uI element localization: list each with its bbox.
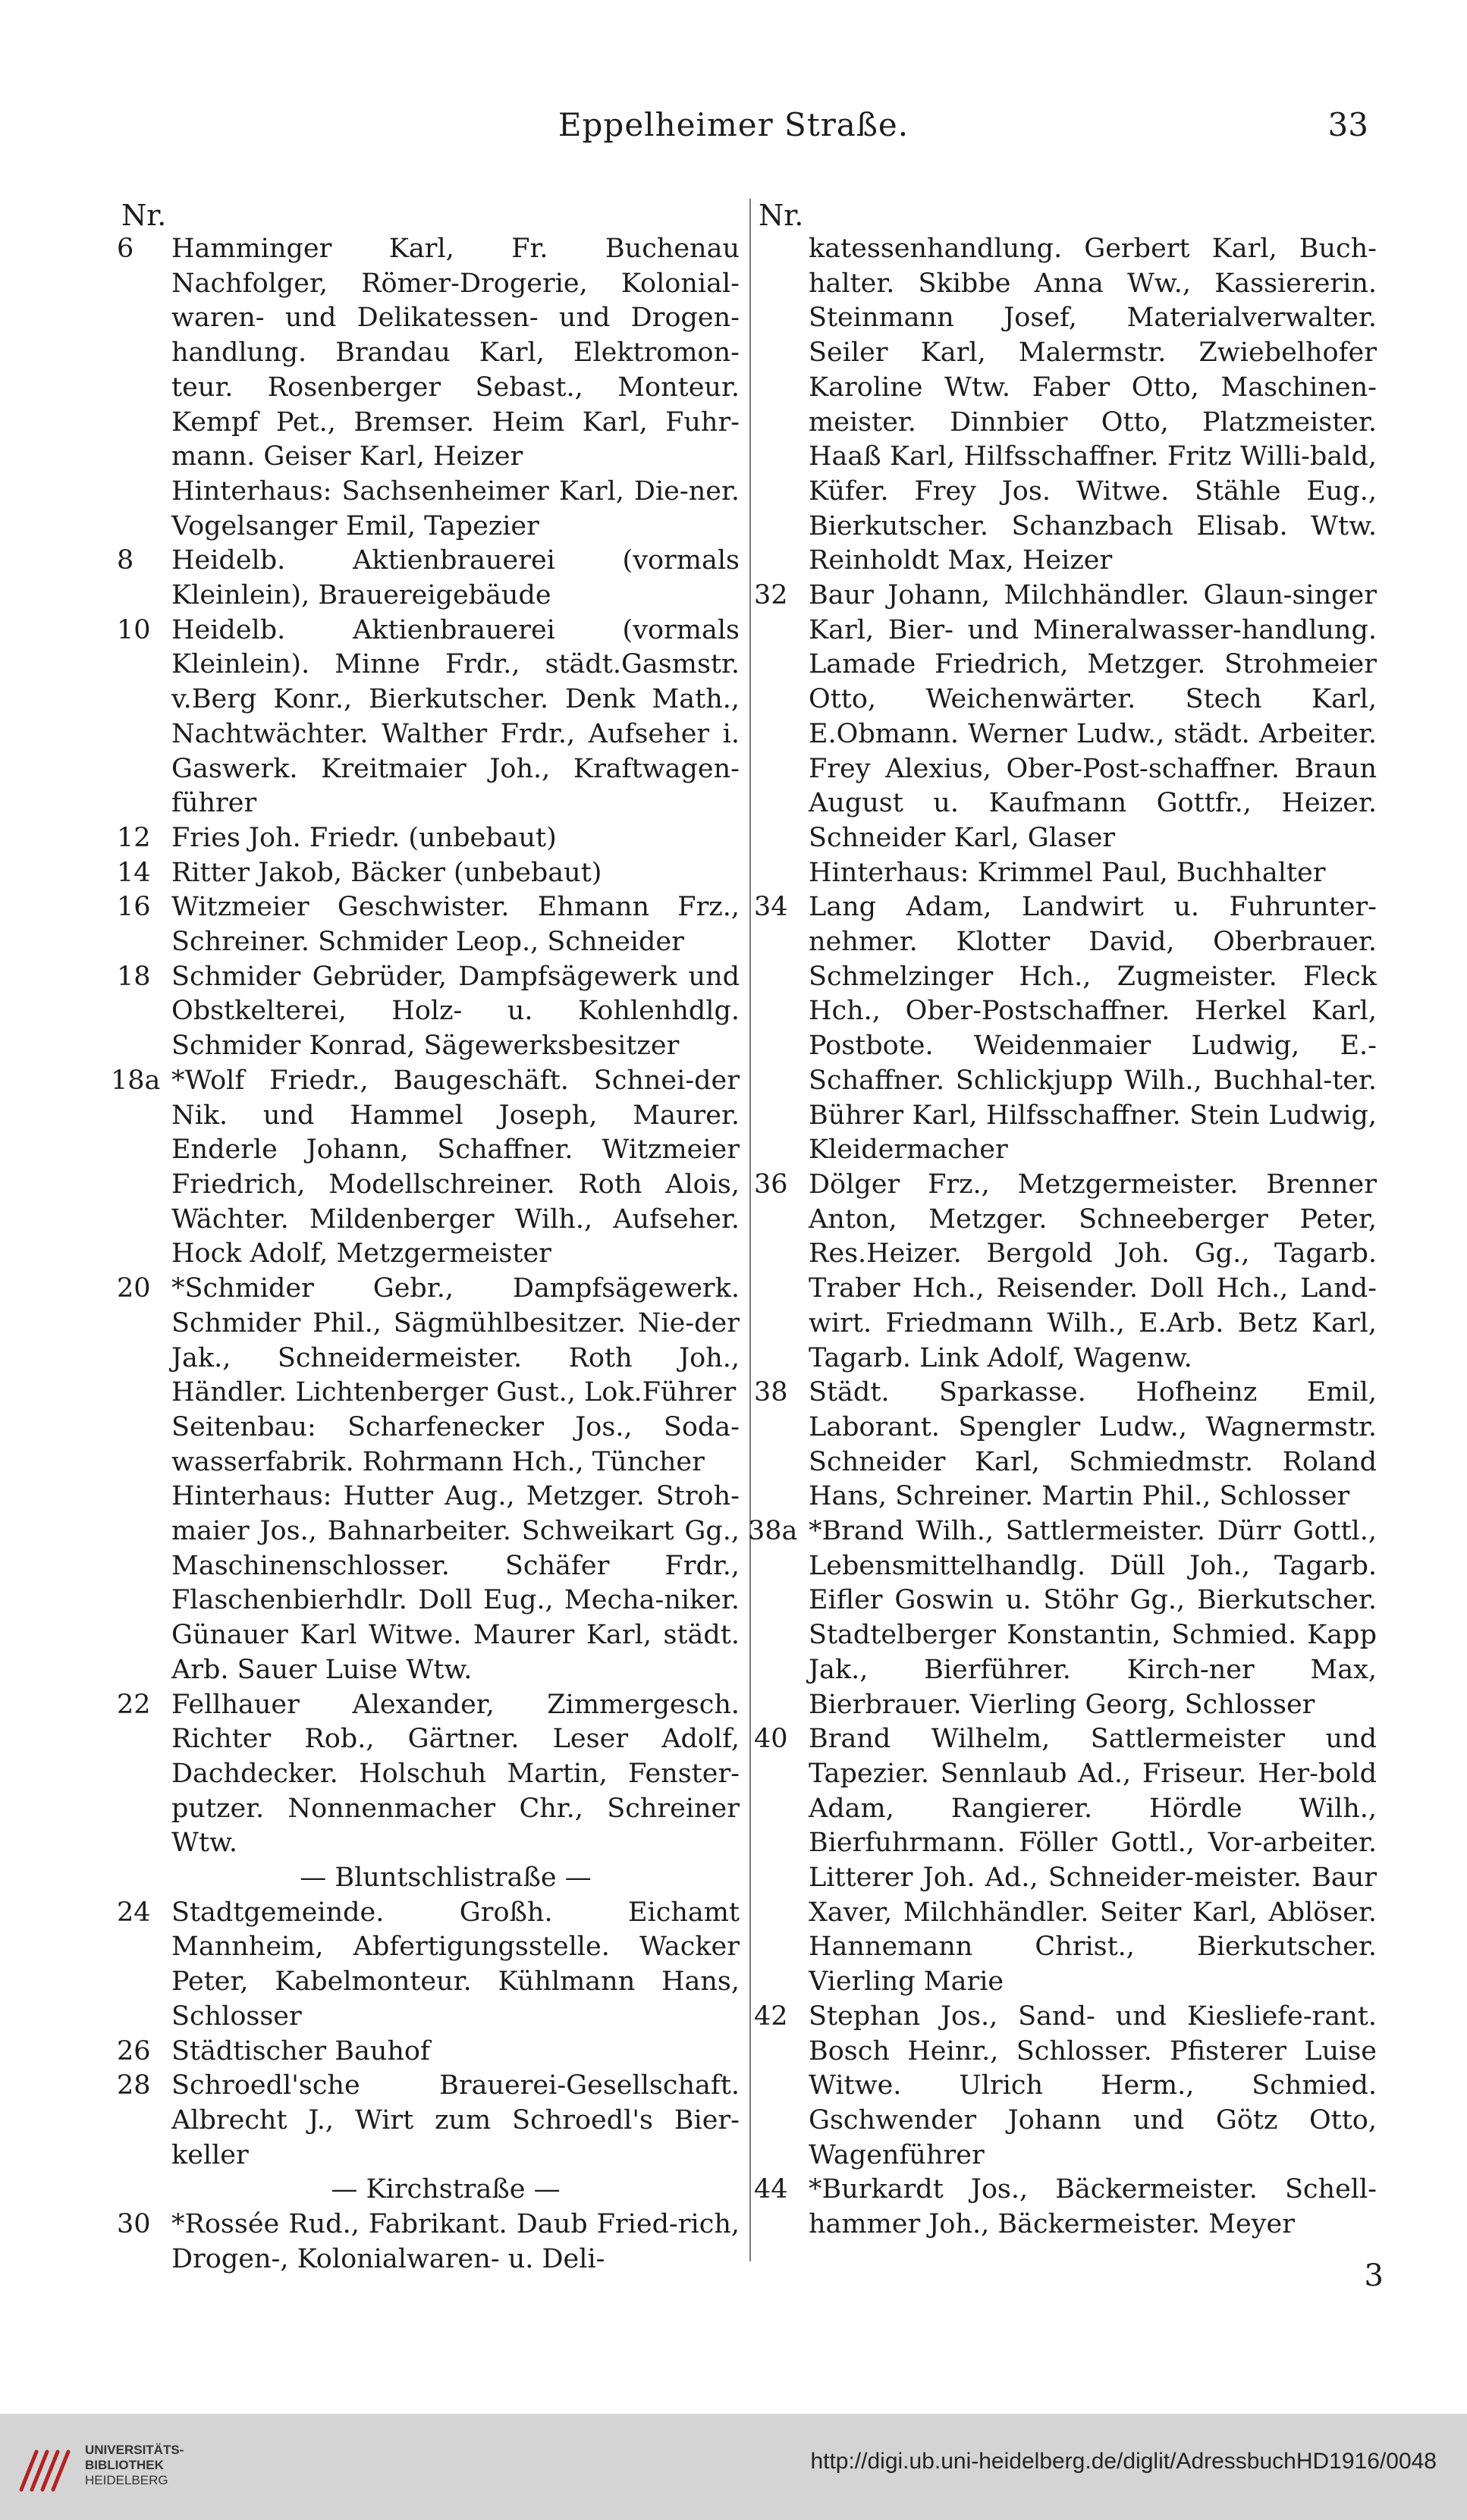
sheet-signature: 3: [1364, 2258, 1384, 2293]
address-entry: [754, 1168, 1377, 1376]
entry-text: Seitenbau: Scharfenecker Jos., Soda-wasserfabrik. Rohrmann Hch., Tüncher: [171, 1411, 740, 1477]
entry-text: Fellhauer Alexander, Zimmergesch. Richter Rob., Gärtner. Leser Adolf, Dachdecker. Holschuh Martin, Fenster-putzer. Nonnenmacher Chr., Schreiner Wtw.: [171, 1689, 740, 1859]
entry-text: Hamminger Karl, Fr. Buchenau Nachfolger, Römer-Drogerie, Kolonial-waren- und Delikatessen- und Drogen-handlung. Brandau Karl, Elektromon-teur. Rosenberger Sebast., Monteur. Kempf Pet., Bremser. Heim Karl, Fuhr-mann. Geiser Karl, Heizer: [171, 234, 740, 472]
entry-text: Städt. Sparkasse. Hofheinz Emil, Laborant. Spengler Ludw., Wagnermstr. Schneider Karl, Schmiedmstr. Roland Hans, Schreiner. Martin Phil., Schlosser: [809, 1377, 1377, 1512]
address-entry: [117, 614, 740, 821]
address-entry: [111, 1064, 740, 1272]
entry-text: katessenhandlung. Gerbert Karl, Buch-halter. Skibbe Anna Ww., Kassiererin. Steinmann Josef, Materialverwalter. Seiler Karl, Malermstr. Zwiebelhofer Karoline Wtw. Faber Otto, Maschinen-meister. Dinnbier Otto, Platzmeister. Haaß Karl, Hilfsschaffner. Fritz Willi-bald, Küfer. Frey Jos. Witwe. Stähle Eug., Bierkutscher. Schanzbach Elisab. Wtw. Reinholdt Max, Heizer: [809, 234, 1377, 576]
university-library-logo-icon: [14, 2437, 74, 2497]
house-number: 6: [117, 234, 134, 264]
address-entry: [117, 821, 740, 856]
entry-text: Baur Johann, Milchhändler. Glaun-singer Karl, Bier- und Mineralwasser-handlung. Lamade Friedrich, Metzger. Strohmeier Otto, Weichenwärter. Stech Karl, E.Obmann. Werner Ludw., städt. Arbeiter. Frey Alexius, Ober-Post-schaffner. Braun August u. Kaufmann Gottfr., Heizer. Schneider Karl, Glaser: [809, 580, 1377, 853]
right-column: [748, 199, 1377, 2383]
library-name-line: HEIDELBERG: [85, 2473, 168, 2487]
address-entry: [117, 1896, 740, 2035]
entry-text: Fries Joh. Friedr. (unbebaut): [171, 822, 557, 853]
house-number: 8: [117, 545, 134, 576]
house-number: 34: [754, 892, 788, 923]
entry-continuation: [121, 1411, 740, 1480]
entry-text: Hinterhaus: Krimmel Paul, Buchhalter: [809, 857, 1326, 888]
house-number: 30: [117, 2209, 151, 2240]
nr-column-label: Nr.: [759, 199, 804, 232]
source-url-link[interactable]: http://digi.ub.uni-heidelberg.de/diglit/AdressbuchHD1916/0048: [810, 2449, 1437, 2474]
entry-text: Ritter Jakob, Bäcker (unbebaut): [171, 857, 602, 888]
address-entry: [117, 2035, 740, 2070]
house-number: 12: [117, 822, 151, 853]
entry-text: *Brand Wilh., Sattlermeister. Dürr Gottl., Lebensmittelhandlg. Düll Joh., Tagarb. Eifler Goswin u. Stöhr Gg., Bierkutscher. Stadtelberger Konstantin, Schmied. Kapp Jak., Bierführer. Kirch-ner Max, Bierbrauer. Vierling Georg, Schlosser: [809, 1516, 1377, 1720]
entry-text: Heidelb. Aktienbrauerei (vormals Kleinlein), Brauereigebäude: [171, 545, 740, 611]
address-entry: [117, 960, 740, 1064]
address-entry: [754, 1376, 1377, 1514]
street-separator: — Kirchstraße —: [331, 2174, 561, 2205]
nr-column-label: Nr.: [121, 199, 167, 232]
house-number: 20: [117, 1273, 151, 1304]
entry-text: *Schmider Gebr., Dampfsägewerk. Schmider Phil., Sägmühlbesitzer. Nie-der Jak., Schneidermeister. Roth Joh., Händler. Lichtenberger Gust., Lok.Führer: [171, 1273, 740, 1408]
entry-text: Hinterhaus: Sachsenheimer Karl, Die-ner. Vogelsanger Emil, Tapezier: [171, 475, 740, 541]
house-number: 38: [754, 1377, 788, 1408]
column-divider: [749, 199, 751, 2261]
address-entry: [754, 1722, 1377, 2000]
page-number: 33: [1327, 106, 1368, 143]
entry-text: Witzmeier Geschwister. Ehmann Frz., Schreiner. Schmider Leop., Schneider: [171, 892, 740, 958]
entry-text: Hinterhaus: Hutter Aug., Metzger. Stroh-maier Jos., Bahnarbeiter. Schweikart Gg., Maschinenschlosser. Schäfer Frdr., Flaschenbierhdlr. Doll Eug., Mecha-niker. Günauer Karl Witwe. Maurer Karl, städt. Arb. Sauer Luise Wtw.: [171, 1481, 740, 1685]
house-number: 44: [754, 2174, 788, 2205]
entry-continuation: [121, 1480, 740, 1687]
house-number: 28: [117, 2070, 151, 2101]
house-number: 10: [117, 614, 151, 645]
address-entry: [754, 2000, 1377, 2173]
house-number: 16: [117, 892, 151, 923]
entry-text: Dölger Frz., Metzgermeister. Brenner Anton, Metzger. Schneeberger Peter, Res.Heizer. Bergold Joh. Gg., Tagarb. Traber Hch., Reisender. Doll Hch., Land-wirt. Friedmann Wilh., E.Arb. Betz Karl, Tagarb. Link Adolf, Wagenw.: [809, 1169, 1377, 1373]
running-title: Eppelheimer Straße.: [558, 106, 909, 143]
entry-text: Lang Adam, Landwirt u. Fuhrunter-nehmer. Klotter David, Oberbrauer. Schmelzinger Hch., Zugmeister. Fleck Hch., Ober-Postschaffner. Herkel Karl, Postbote. Weidenmaier Ludwig, E.-Schaffner. Schlickjupp Wilh., Buchhal-ter. Bührer Karl, Hilfsschaffner. Stein Ludwig, Kleidermacher: [809, 892, 1377, 1166]
house-number: 38a: [748, 1516, 798, 1547]
entry-text: Stephan Jos., Sand- und Kiesliefe-rant. Bosch Heinr., Schlosser. Pfisterer Luise Witwe. Ulrich Herm., Schmied. Gschwender Johann und Götz Otto, Wagenführer: [809, 2001, 1377, 2170]
address-entry: [117, 2069, 740, 2173]
house-number: 32: [754, 580, 788, 611]
house-number: 26: [117, 2035, 151, 2067]
address-entry: [117, 232, 740, 475]
entry-text: Städtischer Bauhof: [171, 2035, 430, 2067]
entry-text: Schmider Gebrüder, Dampfsägewerk und Obstkelterei, Holz- u. Kohlenhdlg. Schmider Konrad, Sägewerksbesitzer: [171, 961, 740, 1062]
entry-text: Stadtgemeinde. Großh. Eichamt Mannheim, Abfertigungsstelle. Wacker Peter, Kabelmonteur. Kühlmann Hans, Schlosser: [171, 1897, 740, 2032]
house-number: 18: [117, 961, 151, 992]
library-footer-bar: [0, 2414, 1467, 2520]
address-entry: [754, 2173, 1377, 2242]
entry-text: Schroedl'sche Brauerei-Gesellschaft. Albrecht J., Wirt zum Schroedl's Bier-keller: [171, 2070, 740, 2170]
address-entry: [754, 579, 1377, 856]
house-number: 22: [117, 1689, 151, 1720]
house-number: 18a: [111, 1065, 161, 1096]
house-number: 14: [117, 857, 151, 888]
address-entry: [117, 1688, 740, 1862]
address-entry: [754, 890, 1377, 1168]
entry-continuation: [121, 475, 740, 544]
address-entry: [748, 1514, 1377, 1722]
left-column: [111, 199, 740, 2383]
library-name-line: BIBLIOTHEK: [85, 2458, 164, 2472]
entry-text: Brand Wilhelm, Sattlermeister und Tapezier. Sennlaub Ad., Friseur. Her-bold Adam, Rangierer. Hördle Wilh., Bierfuhrmann. Föller Gottl., Vor-arbeiter. Litterer Joh. Ad., Schneider-meister. Baur Xaver, Milchhändler. Seiter Karl, Ablöser. Hannemann Christ., Bierkutscher. Vierling Marie: [809, 1724, 1377, 1997]
library-name: [85, 2443, 184, 2488]
street-separator: — Bluntschlistraße —: [300, 1863, 592, 1894]
address-entry: [117, 1272, 740, 1411]
address-entry: [117, 890, 740, 959]
house-number: 42: [754, 2001, 788, 2032]
library-name-line: UNIVERSITÄTS-: [85, 2443, 184, 2457]
entry-text: *Rossée Rud., Fabrikant. Daub Fried-rich, Drogen-, Kolonialwaren- u. Deli-: [171, 2209, 740, 2274]
page-header: [0, 106, 1467, 152]
entry-text: Heidelb. Aktienbrauerei (vormals Kleinlein). Minne Frdr., städt.Gasmstr. v.Berg Konr., Bierkutscher. Denk Math., Nachtwächter. Walther Frdr., Aufseher i. Gaswerk. Kreitmaier Joh., Kraftwagen-führer: [171, 614, 740, 819]
entry-continuation: [759, 232, 1377, 579]
house-number: 40: [754, 1724, 788, 1755]
house-number: 24: [117, 1897, 151, 1928]
entry-text: *Burkardt Jos., Bäckermeister. Schell-hammer Joh., Bäckermeister. Meyer: [809, 2174, 1377, 2240]
address-entry: [117, 856, 740, 891]
entry-continuation: [759, 856, 1377, 891]
entry-text: *Wolf Friedr., Baugeschäft. Schnei-der Nik. und Hammel Joseph, Maurer. Enderle Johann, Schaffner. Witzmeier Friedrich, Modellschreiner. Roth Alois, Wächter. Mildenberger Wilh., Aufseher. Hock Adolf, Metzgermeister: [171, 1065, 740, 1269]
house-number: 36: [754, 1169, 788, 1200]
address-entry: [117, 544, 740, 613]
address-entry: [117, 2208, 740, 2277]
